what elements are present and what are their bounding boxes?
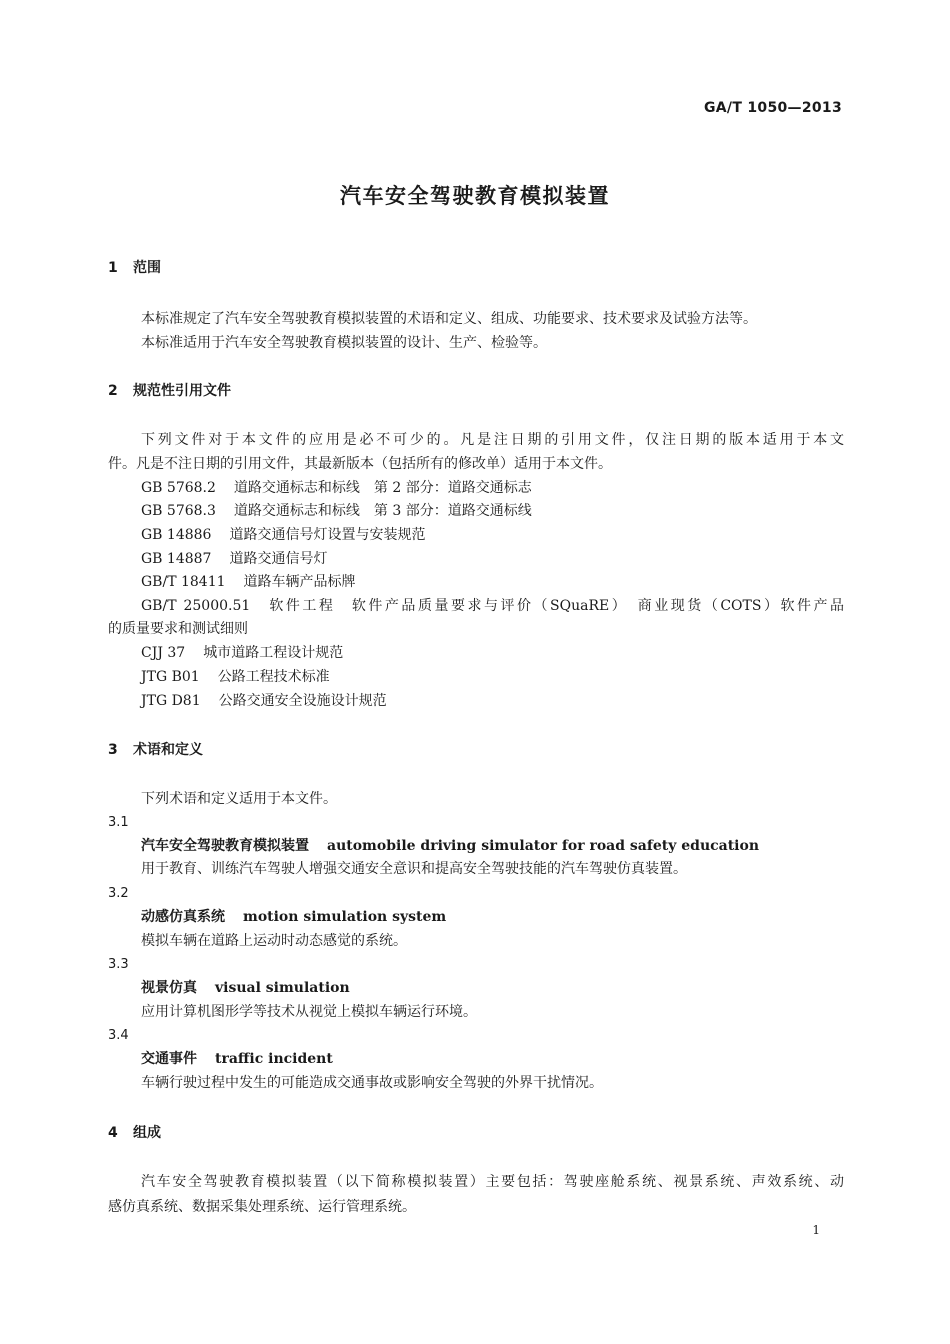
term-chinese: 汽车安全驾驶教育模拟装置 [141, 838, 309, 854]
reference-item [141, 500, 532, 522]
term-definition: 用于教育、训练汽车驾驶人增强交通安全意识和提高安全驾驶技能的汽车驾驶仿真装置。 [141, 861, 687, 877]
section-number: 3 [108, 742, 118, 758]
term-chinese: 交通事件 [141, 1051, 197, 1067]
reference-title: 公路工程技术标准 [217, 669, 330, 685]
reference-code: GB 5768.2 [141, 480, 216, 496]
term-number: 3.1 [108, 815, 129, 830]
term-heading [141, 1048, 333, 1070]
scope-paragraph-2: 本标准适用于汽车安全驾驶教育模拟装置的设计、生产、检验等。 [141, 335, 547, 351]
reference-code: GB 14886 [141, 527, 212, 543]
reference-item [141, 642, 343, 664]
standard-code: GA/T 1050—2013 [704, 100, 842, 116]
term-english: motion simulation system [243, 909, 447, 925]
reference-code: GB/T 25000.51 [141, 598, 251, 614]
reference-title: 城市道路工程设计规范 [203, 645, 344, 661]
reference-title: 道路交通标志和标线 第 2 部分：道路交通标志 [233, 480, 532, 496]
term-chinese: 动感仿真系统 [141, 909, 225, 925]
term-english: traffic incident [215, 1051, 333, 1067]
section-title: 规范性引用文件 [133, 383, 231, 399]
section-title: 术语和定义 [133, 742, 203, 758]
term-definition: 模拟车辆在道路上运动时动态感觉的系统。 [141, 933, 407, 949]
term-definition: 车辆行驶过程中发生的可能造成交通事故或影响安全驾驶的外界干扰情况。 [141, 1075, 603, 1091]
reference-title: 软件工程 软件产品质量要求与评价（SQuaRE） 商业现货（COTS）软件产品 [269, 598, 844, 614]
term-chinese: 视景仿真 [141, 980, 197, 996]
reference-item [141, 548, 327, 570]
document-title: 汽车安全驾驶教育模拟装置 [340, 184, 610, 208]
reference-item [141, 595, 844, 617]
term-heading [141, 977, 350, 999]
reference-title-continuation: 的质量要求和测试细则 [108, 621, 248, 637]
page-number: 1 [812, 1223, 820, 1237]
reference-item [141, 571, 356, 593]
reference-title: 道路交通标志和标线 第 3 部分：道路交通标线 [233, 503, 532, 519]
reference-title: 道路交通信号灯 [229, 551, 328, 567]
reference-title: 道路车辆产品标牌 [243, 574, 356, 590]
reference-code: CJJ 37 [141, 645, 186, 661]
reference-item [141, 690, 387, 712]
term-heading [141, 906, 446, 928]
reference-item [141, 524, 425, 546]
term-heading [141, 835, 759, 857]
section-number: 1 [108, 260, 118, 276]
term-number: 3.2 [108, 886, 129, 901]
terms-intro: 下列术语和定义适用于本文件。 [141, 791, 337, 807]
scope-paragraph-1: 本标准规定了汽车安全驾驶教育模拟装置的术语和定义、组成、功能要求、技术要求及试验方法等。 [141, 311, 757, 327]
section-title: 组成 [133, 1125, 161, 1141]
term-number: 3.4 [108, 1028, 129, 1043]
section-3-heading [108, 740, 203, 760]
term-english: automobile driving simulator for road safety education [327, 838, 760, 854]
term-number: 3.3 [108, 957, 129, 972]
references-intro-line-2: 件。凡是不注日期的引用文件，其最新版本（包括所有的修改单）适用于本文件。 [108, 456, 612, 472]
section-title: 范围 [133, 260, 161, 276]
section-4-heading [108, 1123, 161, 1143]
term-definition: 应用计算机图形学等技术从视觉上模拟车辆运行环境。 [141, 1004, 477, 1020]
reference-code: GB 5768.3 [141, 503, 216, 519]
term-english: visual simulation [215, 980, 350, 996]
reference-code: GB/T 18411 [141, 574, 226, 590]
reference-code: GB 14887 [141, 551, 212, 567]
composition-line-2: 感仿真系统、数据采集处理系统、运行管理系统。 [108, 1199, 416, 1215]
reference-code: JTG B01 [141, 669, 200, 685]
section-number: 2 [108, 383, 118, 399]
reference-title: 道路交通信号灯设置与安装规范 [229, 527, 426, 543]
section-2-heading [108, 381, 231, 401]
references-intro-line-1: 下列文件对于本文件的应用是必不可少的。凡是注日期的引用文件，仅注日期的版本适用于本文 [141, 432, 844, 448]
reference-item [141, 477, 532, 499]
section-number: 4 [108, 1125, 118, 1141]
reference-title: 公路交通安全设施设计规范 [218, 693, 387, 709]
section-1-heading [108, 258, 161, 278]
reference-item [141, 666, 330, 688]
composition-line-1: 汽车安全驾驶教育模拟装置（以下简称模拟装置）主要包括：驾驶座舱系统、视景系统、声效系统、动 [141, 1174, 844, 1190]
reference-code: JTG D81 [141, 693, 201, 709]
